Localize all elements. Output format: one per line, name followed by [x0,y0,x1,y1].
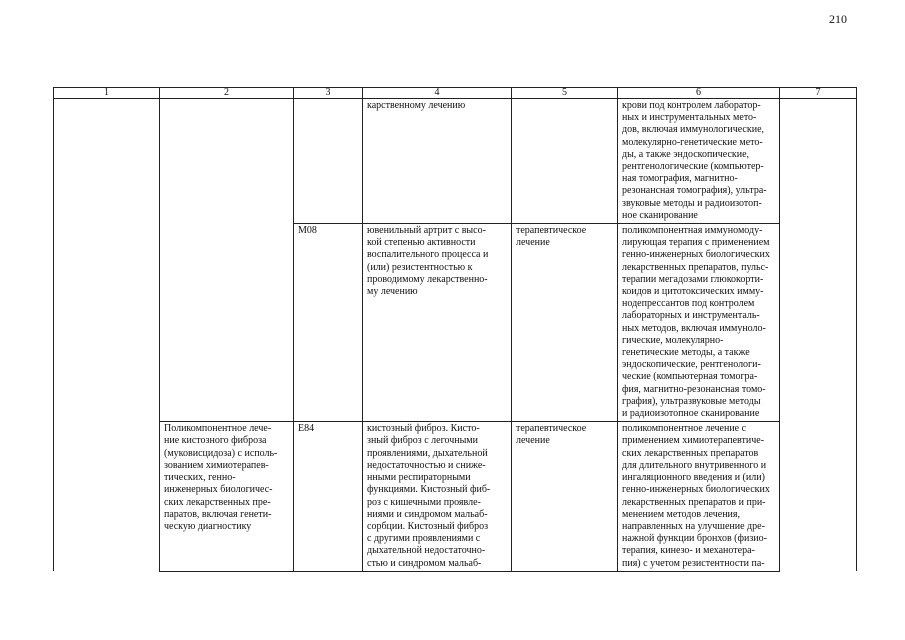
text-line: для длительного внутривенного и [622,459,767,471]
text-line: ских лекарственных пре- [164,496,271,508]
cell-treatment-type [512,224,618,422]
text-line: коидов и цитотоксических имму- [622,286,764,298]
text-line: нодепрессантов под контролем [622,298,755,310]
text-line: ческие (компьютерная томогра- [622,371,758,383]
text-line: гические, молекулярно- [622,334,724,346]
text-line: функциями. Кистозный фиб- [367,484,491,496]
text-line: нными респираторными [367,472,471,484]
text-line: дов, включая иммунологические, [622,124,765,136]
text-line: лирующая терапия с применением [622,237,770,249]
text-line: терапия, кинезо- и механотера- [622,545,755,557]
column-header-7: 7 [780,88,857,99]
text-line: поликомпонентная иммуномоду- [622,225,763,237]
text-line: (муковисцидоза) с исполь- [164,447,278,459]
text-line: ная томография, магнитно- [622,173,738,185]
text-line: рентгенологические (компьютер- [622,161,764,173]
text-line: стью и синдромом мальаб- [367,557,482,569]
text-line: ние кистозного фиброза [164,435,267,447]
column-header-3: 3 [294,88,363,99]
text-line: лекарственных препаратов и при- [622,496,766,508]
text-line: лекарственных препаратов, пульс- [622,261,769,273]
text-line: лабораторных и инструменталь- [622,310,760,322]
cell-treatment-method [618,422,780,571]
cell-col7 [780,99,857,572]
text-line: роз с кишечными проявле- [367,496,481,508]
text-line: воспалительного процесса и [367,249,489,261]
text-line: паратов, включая генети- [164,508,272,520]
table-row [54,99,857,224]
text-line: му лечению [367,286,418,298]
text-line: крови под контролем лаборатор- [622,100,761,111]
cell-treatment-method [618,224,780,422]
cell-diagnosis [363,224,512,422]
column-number-row [54,88,857,99]
text-line: ных методов, включая иммуноло- [622,322,766,334]
column-header-2: 2 [160,88,294,99]
text-line: направленных на улучшение дре- [622,520,765,532]
text-line: ческую диагностику [164,520,252,532]
medical-care-table [53,87,857,572]
text-line: кой степенью активности [367,237,476,249]
text-line: генетические методы, а также [622,347,750,359]
cell-code: E84 [294,422,363,571]
text-line: Поликомпонентное лече- [164,423,272,435]
text-line: ных и инструментальных мето- [622,112,757,124]
text-line: поликомпонентное лечение с [622,423,747,435]
text-line: фия, магнитно-резонансная томо- [622,383,766,395]
cell-col1 [54,99,160,572]
text-line: (или) резистентностью к [367,261,473,273]
column-header-4: 4 [363,88,512,99]
cell-col3 [294,99,363,224]
text-line: и радиоизотопное сканирование [622,408,760,420]
text-line: пия) с учетом резистентности па- [622,557,765,569]
column-header-6: 6 [618,88,780,99]
text-line: генно-инженерных биологических [622,484,770,496]
cell-care-type [160,422,294,571]
text-line: звуковые методы и радиоизотоп- [622,197,762,209]
text-line: недостаточностью и сниже- [367,459,486,471]
cell-diagnosis [363,99,512,224]
cell-code: M08 [294,224,363,422]
text-line: сорбции. Кистозный фиброз [367,520,489,532]
column-header-1: 1 [54,88,160,99]
text-line: графия), ультразвуковые методы [622,395,761,407]
text-line: генно-инженерных биологических [622,249,770,261]
text-line: дыхательной недостаточно- [367,545,486,557]
text-line: терапии мегадозами глюкокорти- [622,273,764,285]
text-line: ингаляционного введения и (или) [622,472,765,484]
cell-treatment-type [512,422,618,571]
cell-col2 [160,99,294,422]
text-line: ювенильный артрит с высо- [367,225,486,237]
text-line: эндоскопические, рентгенологи- [622,359,761,371]
text-line: нажной функции бронхов (физио- [622,533,767,545]
text-line: менением методов лечения, [622,508,741,520]
text-line: кистозный фиброз. Кисто- [367,423,480,435]
text-line: зованием химиотерапев- [164,459,269,471]
column-header-5: 5 [512,88,618,99]
text-line: лечение [516,435,550,447]
text-line: терапевтическое [516,225,587,237]
page-number: 210 [829,12,847,26]
text-line: молекулярно-генетические мето- [622,136,763,148]
text-line: тических, генно- [164,472,236,484]
text-line: зный фиброз с легочными [367,435,478,447]
text-line: с другими проявлениями с [367,533,481,545]
text-line: проявлениями, дыхательной [367,447,488,459]
text-line: ное сканирование [622,209,698,221]
text-line: лечение [516,237,550,249]
cell-treatment-method [618,99,780,224]
text-line: карственному лечению [367,100,466,111]
text-line: ды, а также эндоскопические, [622,148,750,160]
text-line: ских лекарственных препаратов [622,447,759,459]
cell-diagnosis [363,422,512,571]
text-line: применением химиотерапевтиче- [622,435,765,447]
cell-treatment-type [512,99,618,224]
text-line: терапевтическое [516,423,587,435]
text-line: ниями и синдромом мальаб- [367,508,488,520]
text-line: инженерных биологичес- [164,484,273,496]
text-line: резонансная томография), ультра- [622,185,767,197]
text-line: проводимому лекарственно- [367,273,488,285]
table-row [54,422,857,571]
